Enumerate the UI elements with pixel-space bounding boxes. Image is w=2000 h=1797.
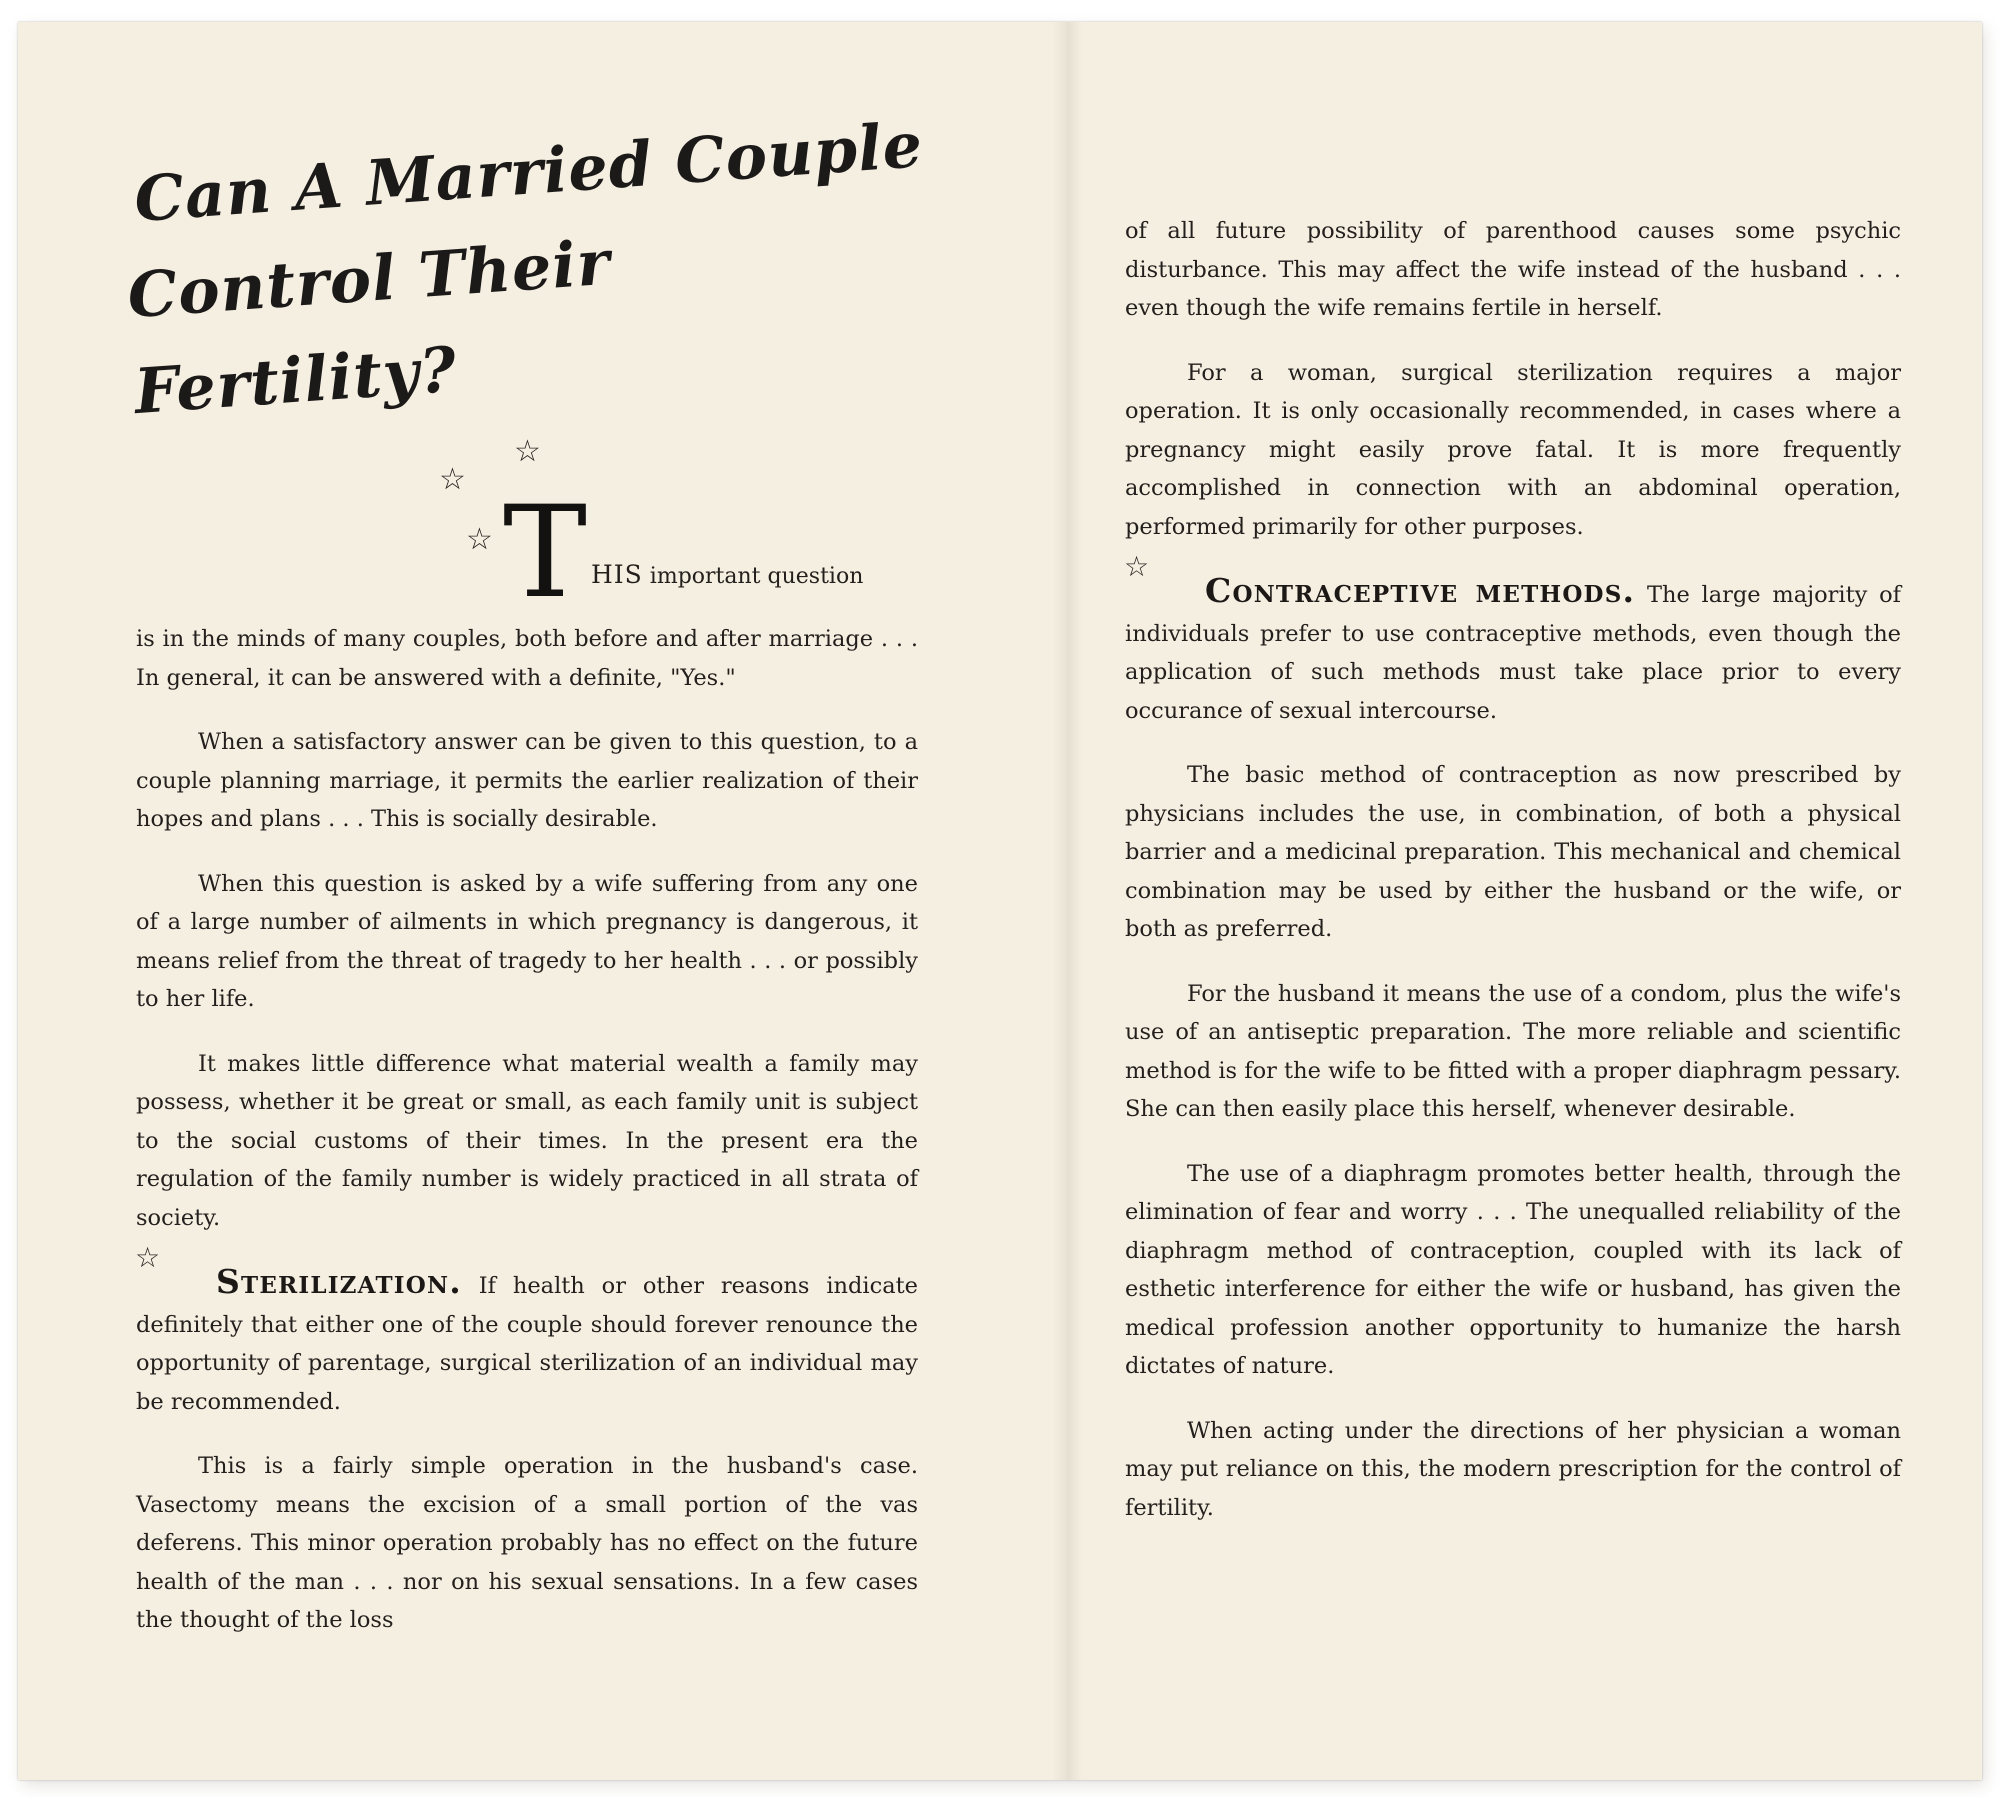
brochure-sheet bbox=[18, 22, 1982, 1780]
star-icon: ☆ bbox=[514, 434, 541, 469]
title-line-1: Can A Married Couple bbox=[132, 108, 926, 237]
star-icon: ☆ bbox=[439, 462, 466, 497]
paragraph-contraceptive bbox=[1125, 572, 1901, 730]
title-line-2: Control Their Fertility? bbox=[125, 225, 613, 429]
title bbox=[125, 108, 926, 440]
lead-smallcaps: HIS bbox=[591, 560, 643, 589]
right-page bbox=[1125, 212, 1901, 1732]
star-icon: ☆ bbox=[135, 1241, 161, 1274]
center-fold bbox=[1052, 22, 1082, 1780]
paragraph: It makes little difference what material wealth a family may possess, whether it be great or small, as each family unit is subject to the social customs of their times. In the present era the regulation of the family number is widely practiced in all strata of society. bbox=[136, 1050, 918, 1231]
lead-rest: important question bbox=[642, 564, 864, 589]
paragraph-text: If health or other reasons indicate definitely that either one of the couple should forever renounce the opportunity of parentage, surgical sterilization of an individual may be recommended. bbox=[136, 1273, 918, 1415]
sterilization-section bbox=[135, 1241, 918, 1421]
paragraph: When a satisfactory answer can be given to this question, to a couple planning marriage, it permits the earlier realization of their hopes and plans . . . This is socially desirable. bbox=[136, 729, 918, 832]
paragraph: This is a fairly simple operation in the husband's case. Vasectomy means the excision of a small portion of the vas deferens. This minor operation probably has no effect on the future health of the man . . . nor on his sexual sensations. In a few cases the thought of the loss bbox=[136, 1453, 918, 1633]
paragraph: For the husband it means the use of a condom, plus the wife's use of an antiseptic preparation. The more reliable and scientific method is for the wife to be fitted with a proper diaphragm pessary. She can then easily place this herself, whenever desirable. bbox=[1125, 980, 1901, 1122]
paragraph-text: The large majority of individuals prefer to use contraceptive methods, even though the application of such methods must take place prior to every occurance of sexual intercourse. bbox=[1125, 582, 1901, 724]
star-icon: ☆ bbox=[1124, 550, 1150, 583]
section-heading-contraceptive: Contraceptive methods. bbox=[1205, 571, 1636, 610]
paragraph-continued: of all future possibility of parenthood causes some psychic disturbance. This may affect the wife instead of the husband . . . even though the wife remains fertile in herself. bbox=[1125, 218, 1901, 321]
star-icon: ☆ bbox=[466, 522, 493, 557]
paragraph-intro: is in the minds of many couples, both before and after marriage . . . In general, it can be answered with a definite, "Yes." bbox=[136, 626, 918, 691]
paragraph: The use of a diaphragm promotes better health, through the elimination of fear and worry . . . The unequalled reliability of the diaphragm method of contraception, coupled with its lack of esthetic interference for either the wife or husband, has given the medical profession another opportunity to humanize the harsh dictates of nature. bbox=[1125, 1160, 1901, 1379]
lead-first-line bbox=[591, 560, 931, 589]
drop-cap: T bbox=[503, 479, 588, 626]
paragraph: For a woman, surgical sterilization requires a major operation. It is only occasionally recommended, in cases where a pregnancy might easily prove fatal. It is more frequently accomplished in connection with an abdominal operation, performed primarily for other purposes. bbox=[1125, 359, 1901, 540]
paragraph-sterilization bbox=[136, 1263, 918, 1421]
paragraph: When this question is asked by a wife suffering from any one of a large number of ailments in which pregnancy is dangerous, it means relief from the threat of tragedy to her health . . . or possibly to her life. bbox=[136, 870, 918, 1012]
paragraph: When acting under the directions of her physician a woman may put reliance on this, the modern prescription for the control of fertility. bbox=[1125, 1417, 1901, 1521]
contraceptive-section bbox=[1124, 550, 1901, 730]
paragraph: The basic method of contraception as now prescribed by physicians includes the use, in combination, of both a physical barrier and a medicinal preparation. This mechanical and chemical combination may be used by either the husband or the wife, or both as preferred. bbox=[1125, 762, 1901, 942]
left-page bbox=[125, 108, 926, 1712]
section-heading-sterilization: Sterilization. bbox=[216, 1262, 462, 1301]
lead-block bbox=[136, 434, 918, 626]
